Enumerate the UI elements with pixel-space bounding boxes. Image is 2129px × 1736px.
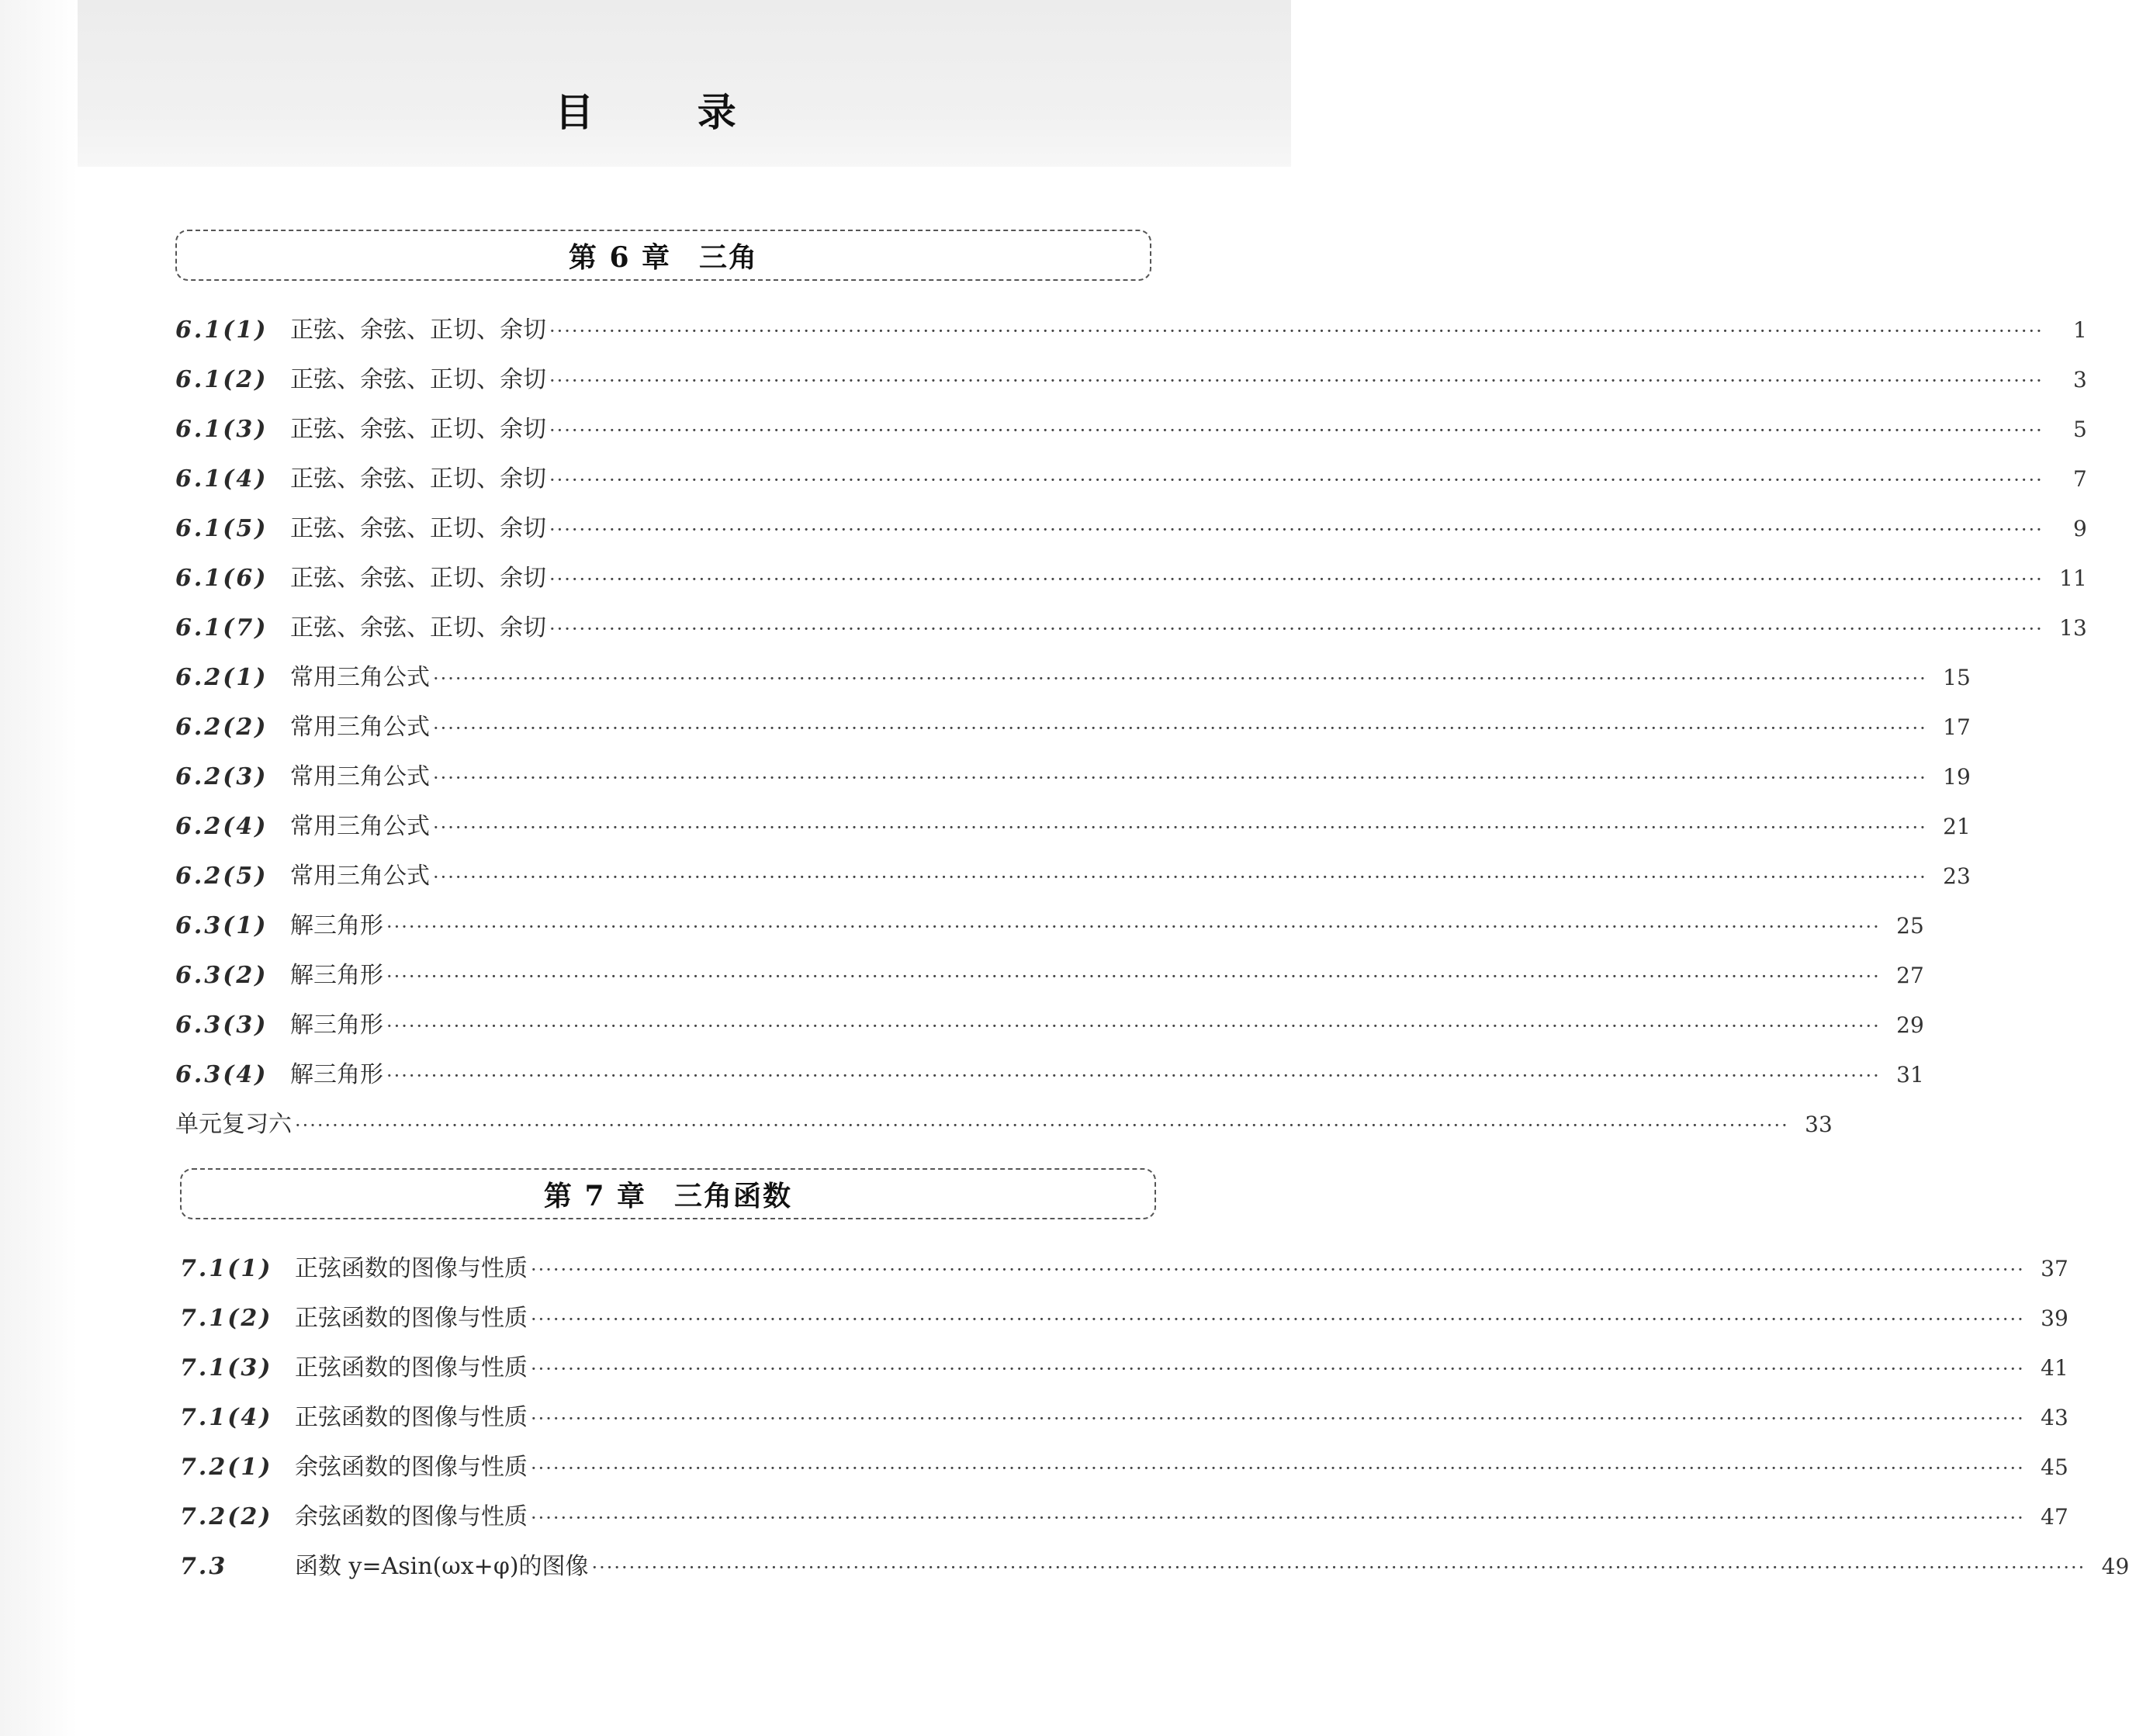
entry-title: 单元复习六: [175, 1111, 292, 1138]
entry-title: 解三角形: [290, 962, 383, 989]
page-number: 9: [2072, 516, 2087, 541]
toc-entry: [175, 658, 1971, 701]
section-number: 7.1(4): [180, 1404, 273, 1431]
toc-entry: [180, 1547, 2129, 1590]
entry-title: 正弦、余弦、正切、余切: [290, 316, 546, 344]
chapter-6-banner: [175, 230, 1151, 281]
section-number: 7.1(1): [180, 1255, 273, 1282]
dot-leader: ········································································································································································································: [433, 718, 1927, 739]
section-number: 6.3(4): [175, 1061, 268, 1088]
toc-entry: [175, 360, 2087, 403]
section-number: 6.1(4): [175, 465, 268, 493]
dot-leader: ········································································································································································································: [386, 916, 1881, 938]
dot-leader: ········································································································································································································: [549, 370, 2044, 392]
page-number: 21: [1943, 814, 1971, 839]
toc-entry: [175, 1005, 1924, 1049]
toc-entry: [180, 1249, 2068, 1292]
toc-entry: [175, 410, 2087, 453]
dot-leader: ········································································································································································································: [549, 618, 2044, 640]
chapter-name: 三角: [699, 240, 759, 274]
toc-entry: [175, 459, 2087, 503]
toc-entry: [175, 558, 2087, 602]
toc-entry: [175, 608, 2087, 652]
dot-leader: ········································································································································································································: [386, 1065, 1881, 1087]
toc-entry: [175, 956, 1924, 999]
page-number: 19: [1943, 764, 1971, 790]
toc-entry: [175, 1105, 1833, 1148]
section-number: 6.3(1): [175, 912, 268, 939]
entry-title: 解三角形: [290, 912, 383, 939]
dot-leader: ········································································································································································································: [531, 1458, 2025, 1479]
entry-title: 常用三角公式: [290, 664, 430, 691]
entry-title: 正弦函数的图像与性质: [295, 1404, 528, 1431]
chapter-name: 三角函数: [674, 1179, 793, 1212]
dot-leader: ········································································································································································································: [531, 1358, 2025, 1380]
section-number: 6.2(5): [175, 863, 268, 890]
toc-entry: [180, 1398, 2068, 1441]
section-number: 6.3(3): [175, 1012, 268, 1039]
page-number: 1: [2072, 317, 2087, 343]
page-number: 13: [2059, 615, 2087, 641]
entry-title: 正弦函数的图像与性质: [295, 1354, 528, 1382]
dot-leader: ········································································································································································································: [433, 866, 1927, 888]
toc-entry: [175, 509, 2087, 552]
section-number: 7.3: [180, 1553, 228, 1580]
chapter-number: 第 6 章: [568, 240, 672, 274]
chapter-7-banner: [180, 1168, 1156, 1219]
dot-leader: ········································································································································································································: [549, 420, 2044, 441]
section-number: 6.1(3): [175, 416, 268, 443]
dot-leader: ········································································································································································································: [386, 1015, 1881, 1037]
section-number: 6.1(2): [175, 366, 268, 393]
entry-title: 常用三角公式: [290, 763, 430, 790]
dot-leader: ········································································································································································································: [386, 966, 1881, 987]
entry-title: 正弦函数的图像与性质: [295, 1255, 528, 1282]
page-number: 11: [2059, 565, 2087, 591]
toc-entry: [175, 807, 1971, 850]
page-number: 39: [2041, 1305, 2068, 1331]
section-number: 6.3(2): [175, 962, 268, 989]
page-number: 37: [2041, 1256, 2068, 1281]
page-number: 43: [2041, 1405, 2068, 1430]
entry-title: 余弦函数的图像与性质: [295, 1503, 528, 1530]
entry-title: 解三角形: [290, 1012, 383, 1039]
toc-entry: [180, 1299, 2068, 1342]
section-number: 6.2(4): [175, 813, 268, 840]
toc-entry: [175, 757, 1971, 801]
entry-title: 正弦函数的图像与性质: [295, 1305, 528, 1332]
section-number: 6.2(3): [175, 763, 268, 790]
dot-leader: ········································································································································································································: [531, 1309, 2025, 1330]
page-number: 45: [2041, 1454, 2068, 1480]
section-number: 6.1(7): [175, 614, 268, 641]
dot-leader: ········································································································································································································: [591, 1557, 2086, 1579]
page-edge-shadow: [0, 0, 78, 1736]
page-number: 17: [1943, 714, 1971, 740]
page-number: 23: [1943, 863, 1971, 889]
page-number: 29: [1896, 1012, 1924, 1038]
dot-leader: ········································································································································································································: [433, 668, 1927, 690]
page-number: 41: [2041, 1355, 2068, 1381]
toc-entry: [180, 1497, 2068, 1541]
page-number: 49: [2101, 1554, 2129, 1579]
entry-title: 正弦、余弦、正切、余切: [290, 416, 546, 443]
entry-title: 常用三角公式: [290, 714, 430, 741]
entry-title: 正弦、余弦、正切、余切: [290, 366, 546, 393]
section-number: 7.1(3): [180, 1354, 273, 1382]
dot-leader: ········································································································································································································: [433, 767, 1927, 789]
entry-title: 正弦、余弦、正切、余切: [290, 515, 546, 542]
entry-title: 常用三角公式: [290, 813, 430, 840]
page-number: 31: [1896, 1062, 1924, 1088]
dot-leader: ········································································································································································································: [295, 1115, 1789, 1136]
toc-entry: [175, 856, 1971, 900]
page-number: 15: [1943, 665, 1971, 690]
section-number: 7.2(1): [180, 1454, 273, 1481]
page-number: 25: [1896, 913, 1924, 939]
dot-leader: ········································································································································································································: [549, 469, 2044, 491]
entry-title: 解三角形: [290, 1061, 383, 1088]
toc-entry: [175, 1055, 1924, 1098]
entry-title: 余弦函数的图像与性质: [295, 1454, 528, 1481]
section-number: 6.2(1): [175, 664, 268, 691]
section-number: 7.1(2): [180, 1305, 273, 1332]
toc-entry: [175, 906, 1924, 949]
page-number: 7: [2072, 466, 2087, 492]
dot-leader: ········································································································································································································: [531, 1507, 2025, 1529]
section-number: 6.1(5): [175, 515, 268, 542]
section-number: 7.2(2): [180, 1503, 273, 1530]
entry-title: 正弦、余弦、正切、余切: [290, 465, 546, 493]
chapter-number: 第 7 章: [543, 1179, 647, 1212]
page-title: 目 录: [555, 90, 781, 135]
toc-entry: [180, 1348, 2068, 1392]
section-number: 6.1(6): [175, 565, 268, 592]
entry-title: 函数 y=Asin(ωx+φ)的图像: [295, 1553, 589, 1580]
toc-entry: [180, 1447, 2068, 1491]
dot-leader: ········································································································································································································: [531, 1259, 2025, 1281]
dot-leader: ········································································································································································································: [433, 817, 1927, 839]
page-number: 47: [2041, 1504, 2068, 1530]
entry-title: 常用三角公式: [290, 863, 430, 890]
page-number: 33: [1805, 1112, 1833, 1137]
entry-title: 正弦、余弦、正切、余切: [290, 614, 546, 641]
dot-leader: ········································································································································································································: [549, 320, 2044, 342]
dot-leader: ········································································································································································································: [549, 569, 2044, 590]
toc-entry: [175, 310, 2087, 354]
section-number: 6.1(1): [175, 316, 268, 344]
entry-title: 正弦、余弦、正切、余切: [290, 565, 546, 592]
page-number: 27: [1896, 963, 1924, 988]
section-number: 6.2(2): [175, 714, 268, 741]
toc-entry: [175, 707, 1971, 751]
page-number: 5: [2072, 417, 2087, 442]
dot-leader: ········································································································································································································: [549, 519, 2044, 541]
dot-leader: ········································································································································································································: [531, 1408, 2025, 1430]
page-number: 3: [2072, 367, 2087, 393]
